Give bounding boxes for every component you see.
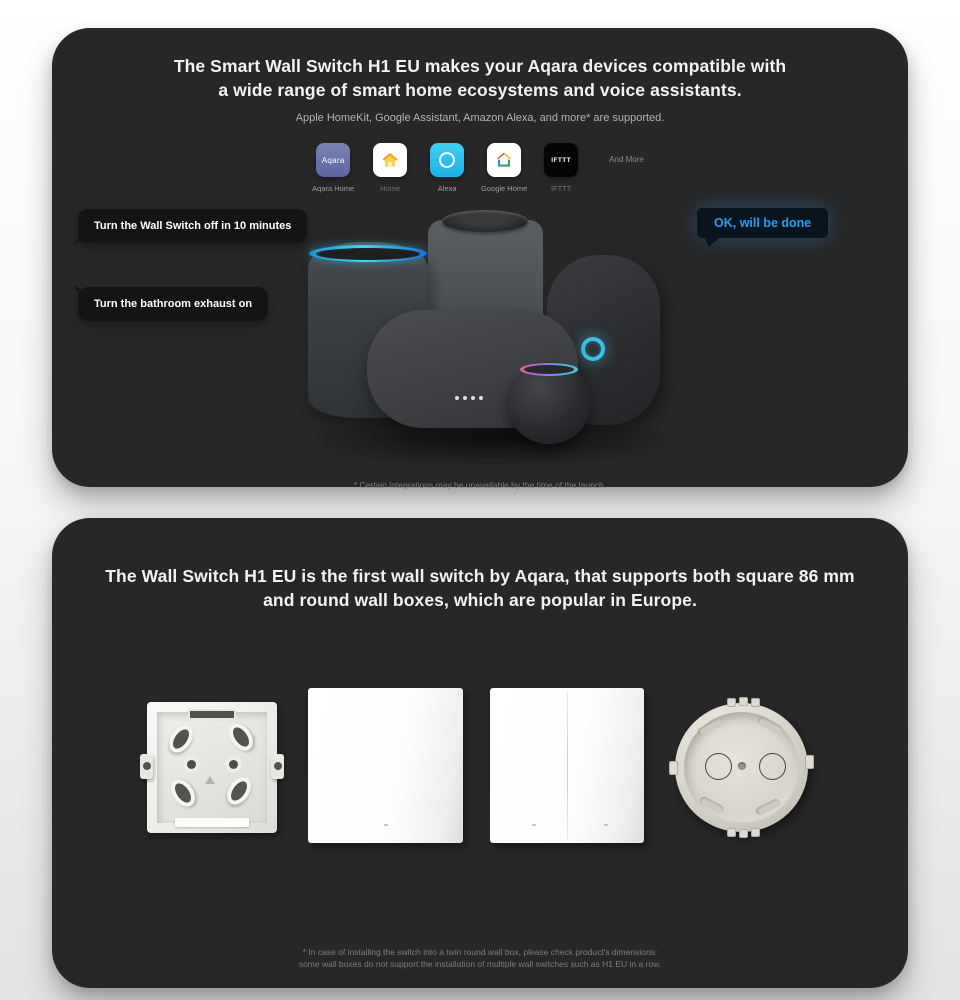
echo-top-cap <box>316 248 420 260</box>
voice-command-text-1: Turn the Wall Switch off in 10 minutes <box>94 220 292 232</box>
assistant-reply-text: OK, will be done <box>714 216 812 230</box>
mounting-tab <box>805 755 814 769</box>
app-label-google-home: Google Home <box>481 184 528 193</box>
rocker-indicator <box>604 824 608 826</box>
screw-hole <box>187 760 196 769</box>
homepod-mini-speaker <box>507 362 591 444</box>
card2-footnote-line1: * In case of installing the switch into a twin round wall box, please check product's dimensions: <box>302 947 658 957</box>
assistant-reply-bubble <box>697 208 828 238</box>
rocker-indicator <box>532 824 536 826</box>
double-rocker-switch-image <box>490 688 644 843</box>
mounting-nub <box>751 828 760 837</box>
app-label-home: Home <box>380 184 401 193</box>
voice-command-bubble-2 <box>78 287 268 321</box>
card2-title-line2: and round wall boxes, which are popular in Europe. <box>263 590 697 610</box>
mounting-tab <box>669 761 678 775</box>
card2-title-line1: The Wall Switch H1 EU is the first wall switch by Aqara, that supports both square 86 mm <box>105 566 855 586</box>
pill-speaker-dots <box>455 396 483 400</box>
mounting-tab <box>271 754 284 779</box>
knockout-circle <box>759 753 786 780</box>
cable-slot <box>188 709 236 720</box>
bottom-knockout <box>175 818 249 827</box>
single-rocker-switch-image <box>308 688 463 843</box>
ecosystems-card <box>52 28 908 490</box>
card2-footnote <box>52 946 908 970</box>
mounting-nub <box>727 698 736 707</box>
aqara-logo-text: Aqara <box>321 155 345 165</box>
and-more-label: And More <box>609 155 644 164</box>
mounting-nub <box>739 829 748 838</box>
molded-triangle-mark <box>205 776 215 784</box>
card1-subtitle: Apple HomeKit, Google Assistant, Amazon Alexa, and more* are supported. <box>295 112 665 124</box>
round-wall-box-image <box>675 703 808 832</box>
knockout-circle <box>705 753 732 780</box>
smart-speakers-illustration <box>52 28 908 487</box>
app-label-alexa: Alexa <box>437 184 457 193</box>
card2-footnote-line2: some wall boxes do not support the installation of multiple wall switches such as H1 EU in a row. <box>298 959 662 969</box>
mounting-nub <box>727 828 736 837</box>
card1-title-line2: a wide range of smart home ecosystems and voice assistants. <box>218 80 742 100</box>
app-label-ifttt: IFTTT <box>550 184 572 193</box>
app-label-aqara-home: Aqara Home <box>312 184 355 193</box>
mounting-nub <box>751 698 760 707</box>
screw-hole <box>229 760 238 769</box>
rocker-indicator <box>384 824 388 826</box>
voice-command-bubble-1 <box>78 209 307 243</box>
square-wall-box-image <box>147 702 277 833</box>
mounting-tab <box>140 754 153 779</box>
card1-title-line1: The Smart Wall Switch H1 EU makes your Aqara devices compatible with <box>173 56 787 76</box>
voice-command-text-2: Turn the bathroom exhaust on <box>94 298 253 310</box>
ifttt-logo-text: IFTTT <box>551 156 571 164</box>
speaker-top-disc <box>442 210 528 232</box>
rocker-divider <box>567 691 568 840</box>
mounting-nub <box>739 697 748 706</box>
square-box-cavity <box>157 712 267 823</box>
center-screw <box>738 762 746 770</box>
card2-title <box>52 564 908 612</box>
card1-footnote: * Certain integrations may be unavailable by the time of the launch. <box>353 480 607 490</box>
homepod-mini-top <box>524 365 574 374</box>
wall-boxes-card <box>52 518 908 988</box>
oval-speaker-ring <box>581 337 605 361</box>
